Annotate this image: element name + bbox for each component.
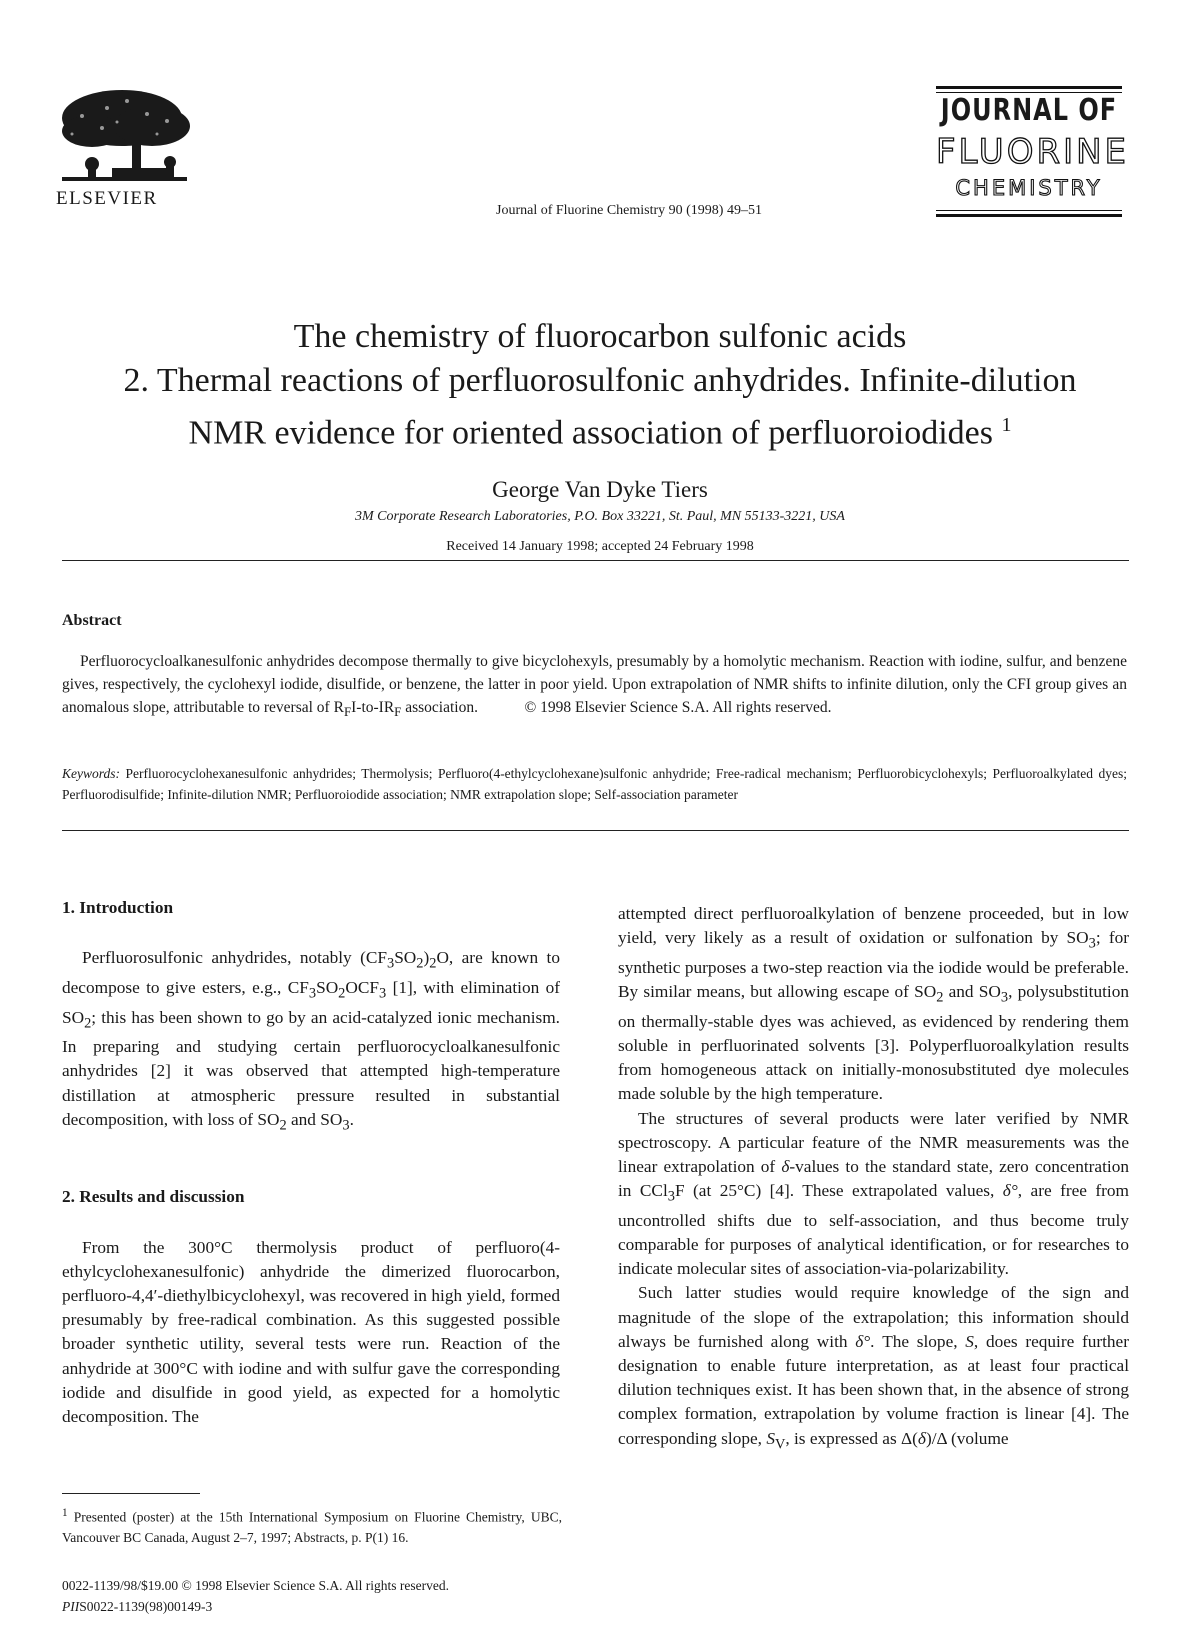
abstract-heading: Abstract <box>62 612 122 629</box>
title-block <box>0 315 1200 555</box>
footnote-text: Presented (poster) at the 15th International Symposium on Fluorine Chemistry, UBC, Vancouver BC Canada, August 2–7, 1997; Abstracts, p. P(1) 16. <box>62 1509 562 1545</box>
intro-paragraph: Perfluorosulfonic anhydrides, notably $(CF_3SO_2)_2O$, are known to decompose to give esters, e.g., $CF_3SO_2OCF_3$ [1], with elimination of $SO_2$; this has been shown to go by an acid-catalyzed ionic mechanism. In preparing and studying certain perfluorocycloalkanesulfonic anhydrides [2] it was observed that attempted high-temperature distillation at atmospheric pressure resulted in substantial decomposition, with loss of $SO_2$ and $SO_3$. <box>62 948 560 1134</box>
right-paragraph-2: The structures of several products were later verified by NMR spectroscopy. A particular feature of the NMR measurements was the linear extrapolation of δ-values to the standard state, zero concentration in CCl$_3$F (at 25°C) [4]. These extrapolated values, δ°, are free from uncontrolled shifts due to self-association, and thus become truly comparable for purposes of analytical identification, or for researches to indicate molecular sites of association-via-polarizability. <box>618 1108 1129 1279</box>
keywords-label: Keywords: <box>62 766 120 781</box>
right-column <box>618 902 1129 1456</box>
divider-top <box>62 560 1129 561</box>
divider-bottom <box>62 830 1129 831</box>
pii-value: S0022-1139(98)00149-3 <box>79 1599 213 1614</box>
journal-citation-text: Journal of Fluorine Chemistry 90 (1998) 49–51 <box>496 203 762 218</box>
right-paragraph-1: attempted direct perfluoroalkylation of benzene proceeded, but in low yield, very likely as a result of oxidation or sulfonation by $SO_3$; for synthetic purposes a two-step reaction via the iodide would be preferable. By similar means, but allowing escape of $SO_2$ and $SO_3$, polysubstitution on thermally-stable dyes was achieved, as evidenced by rendering them soluble in perfluorinated solvents [3]. Polyperfluoroalkylation results from homogeneous attack on initially-monosubstituted dye molecules made soluble by the high temperature. <box>618 904 1129 1104</box>
abstract-copyright: © 1998 Elsevier Science S.A. All rights reserved. <box>524 699 832 716</box>
footnote <box>62 1503 562 1548</box>
journal-logo <box>936 86 1130 218</box>
received-dates: Received 14 January 1998; accepted 24 February 1998 <box>446 539 754 555</box>
section-heading-introduction: 1. Introduction <box>62 898 174 917</box>
title-line-3 <box>0 403 1200 455</box>
imprint-pii <box>62 1597 212 1617</box>
journal-logo-line2: FLUORINE <box>936 132 1130 172</box>
imprint-copyright: 0022-1139/98/$19.00 © 1998 Elsevier Science S.A. All rights reserved. <box>62 1578 449 1593</box>
title-line-1: The chemistry of fluorocarbon sulfonic acids <box>293 318 907 355</box>
elsevier-tree-logo <box>52 86 197 184</box>
title-line-2: 2. Thermal reactions of perfluorosulfonic anhydrides. Infinite-dilution <box>123 362 1077 399</box>
author-affiliation: 3M Corporate Research Laboratories, P.O. Box 33221, St. Paul, MN 55133-3221, USA <box>355 509 845 525</box>
journal-logo-line3: CHEMISTRY <box>955 176 1103 200</box>
journal-logo-line1: JOURNAL OF <box>940 92 1118 128</box>
right-paragraph-3: Such latter studies would require knowledge of the sign and magnitude of the slope of the extrapolation; this information should always be furnished along with δ°. The slope, S, does require further designation to enable future interpretation, as at least four practical dilution techniques exist. It has been shown that, in the absence of strong complex formation, extrapolation by volume fraction is linear [4]. The corresponding slope, $S_V$, is expressed as Δ(δ)/Δ (volume <box>618 1283 1129 1453</box>
footnote-divider <box>62 1493 200 1494</box>
keywords <box>62 763 1127 805</box>
keywords-text: Perfluorocyclohexanesulfonic anhydrides; Thermolysis; Perfluoro(4-ethylcyclohexane)sulfonic anhydride; Free-radical mechanism; Perfluorobicyclohexyls; Perfluoroalkylated dyes; Perfluorodisulfide; Infinite-dilution NMR; Perfluoroiodide association; NMR extrapolation slope; Self-association parameter <box>62 766 1128 802</box>
section-heading-results: 2. Results and discussion <box>62 1187 245 1207</box>
results-paragraph: From the 300°C thermolysis product of perfluoro(4-ethylcyclohexanesulfonic) anhydride the dimerized fluorocarbon, perfluoro-4,4′-diethylbicyclohexyl, was recovered in high yield, formed presumably by free-radical combination. As this suggested possible broader synthetic utility, several tests were run. Reaction of the anhydride at 300°C with iodine and with sulfur gave the corresponding iodide and disulfide in good yield, as expected for a homolytic decomposition. The <box>62 1237 560 1427</box>
left-column <box>62 896 560 1429</box>
abstract-text: Perfluorocycloalkanesulfonic anhydrides decompose thermally to give bicyclohexyls, presumably by a homolytic mechanism. Reaction with iodine, sulfur, and benzene gives, respectively, the cyclohexyl iodide, disulfide, or benzene, the latter in poor yield. Upon extrapolation of NMR shifts to infinite dilution, only the CFI group gives an anomalous slope, attributable to reversal of $R_FI-to-IR_F$ association. © 1998 Elsevier Science S.A. All rights reserved. <box>62 653 1127 720</box>
publisher-name: ELSEVIER <box>56 188 158 209</box>
title-footnote-mark: 1 <box>1001 414 1012 436</box>
footnote-mark: 1 <box>62 1507 68 1519</box>
title-line-3-text: NMR evidence for oriented association of perfluoroiodides <box>188 414 993 452</box>
author-name: George Van Dyke Tiers <box>492 477 708 503</box>
pii-label: PII <box>62 1599 80 1614</box>
